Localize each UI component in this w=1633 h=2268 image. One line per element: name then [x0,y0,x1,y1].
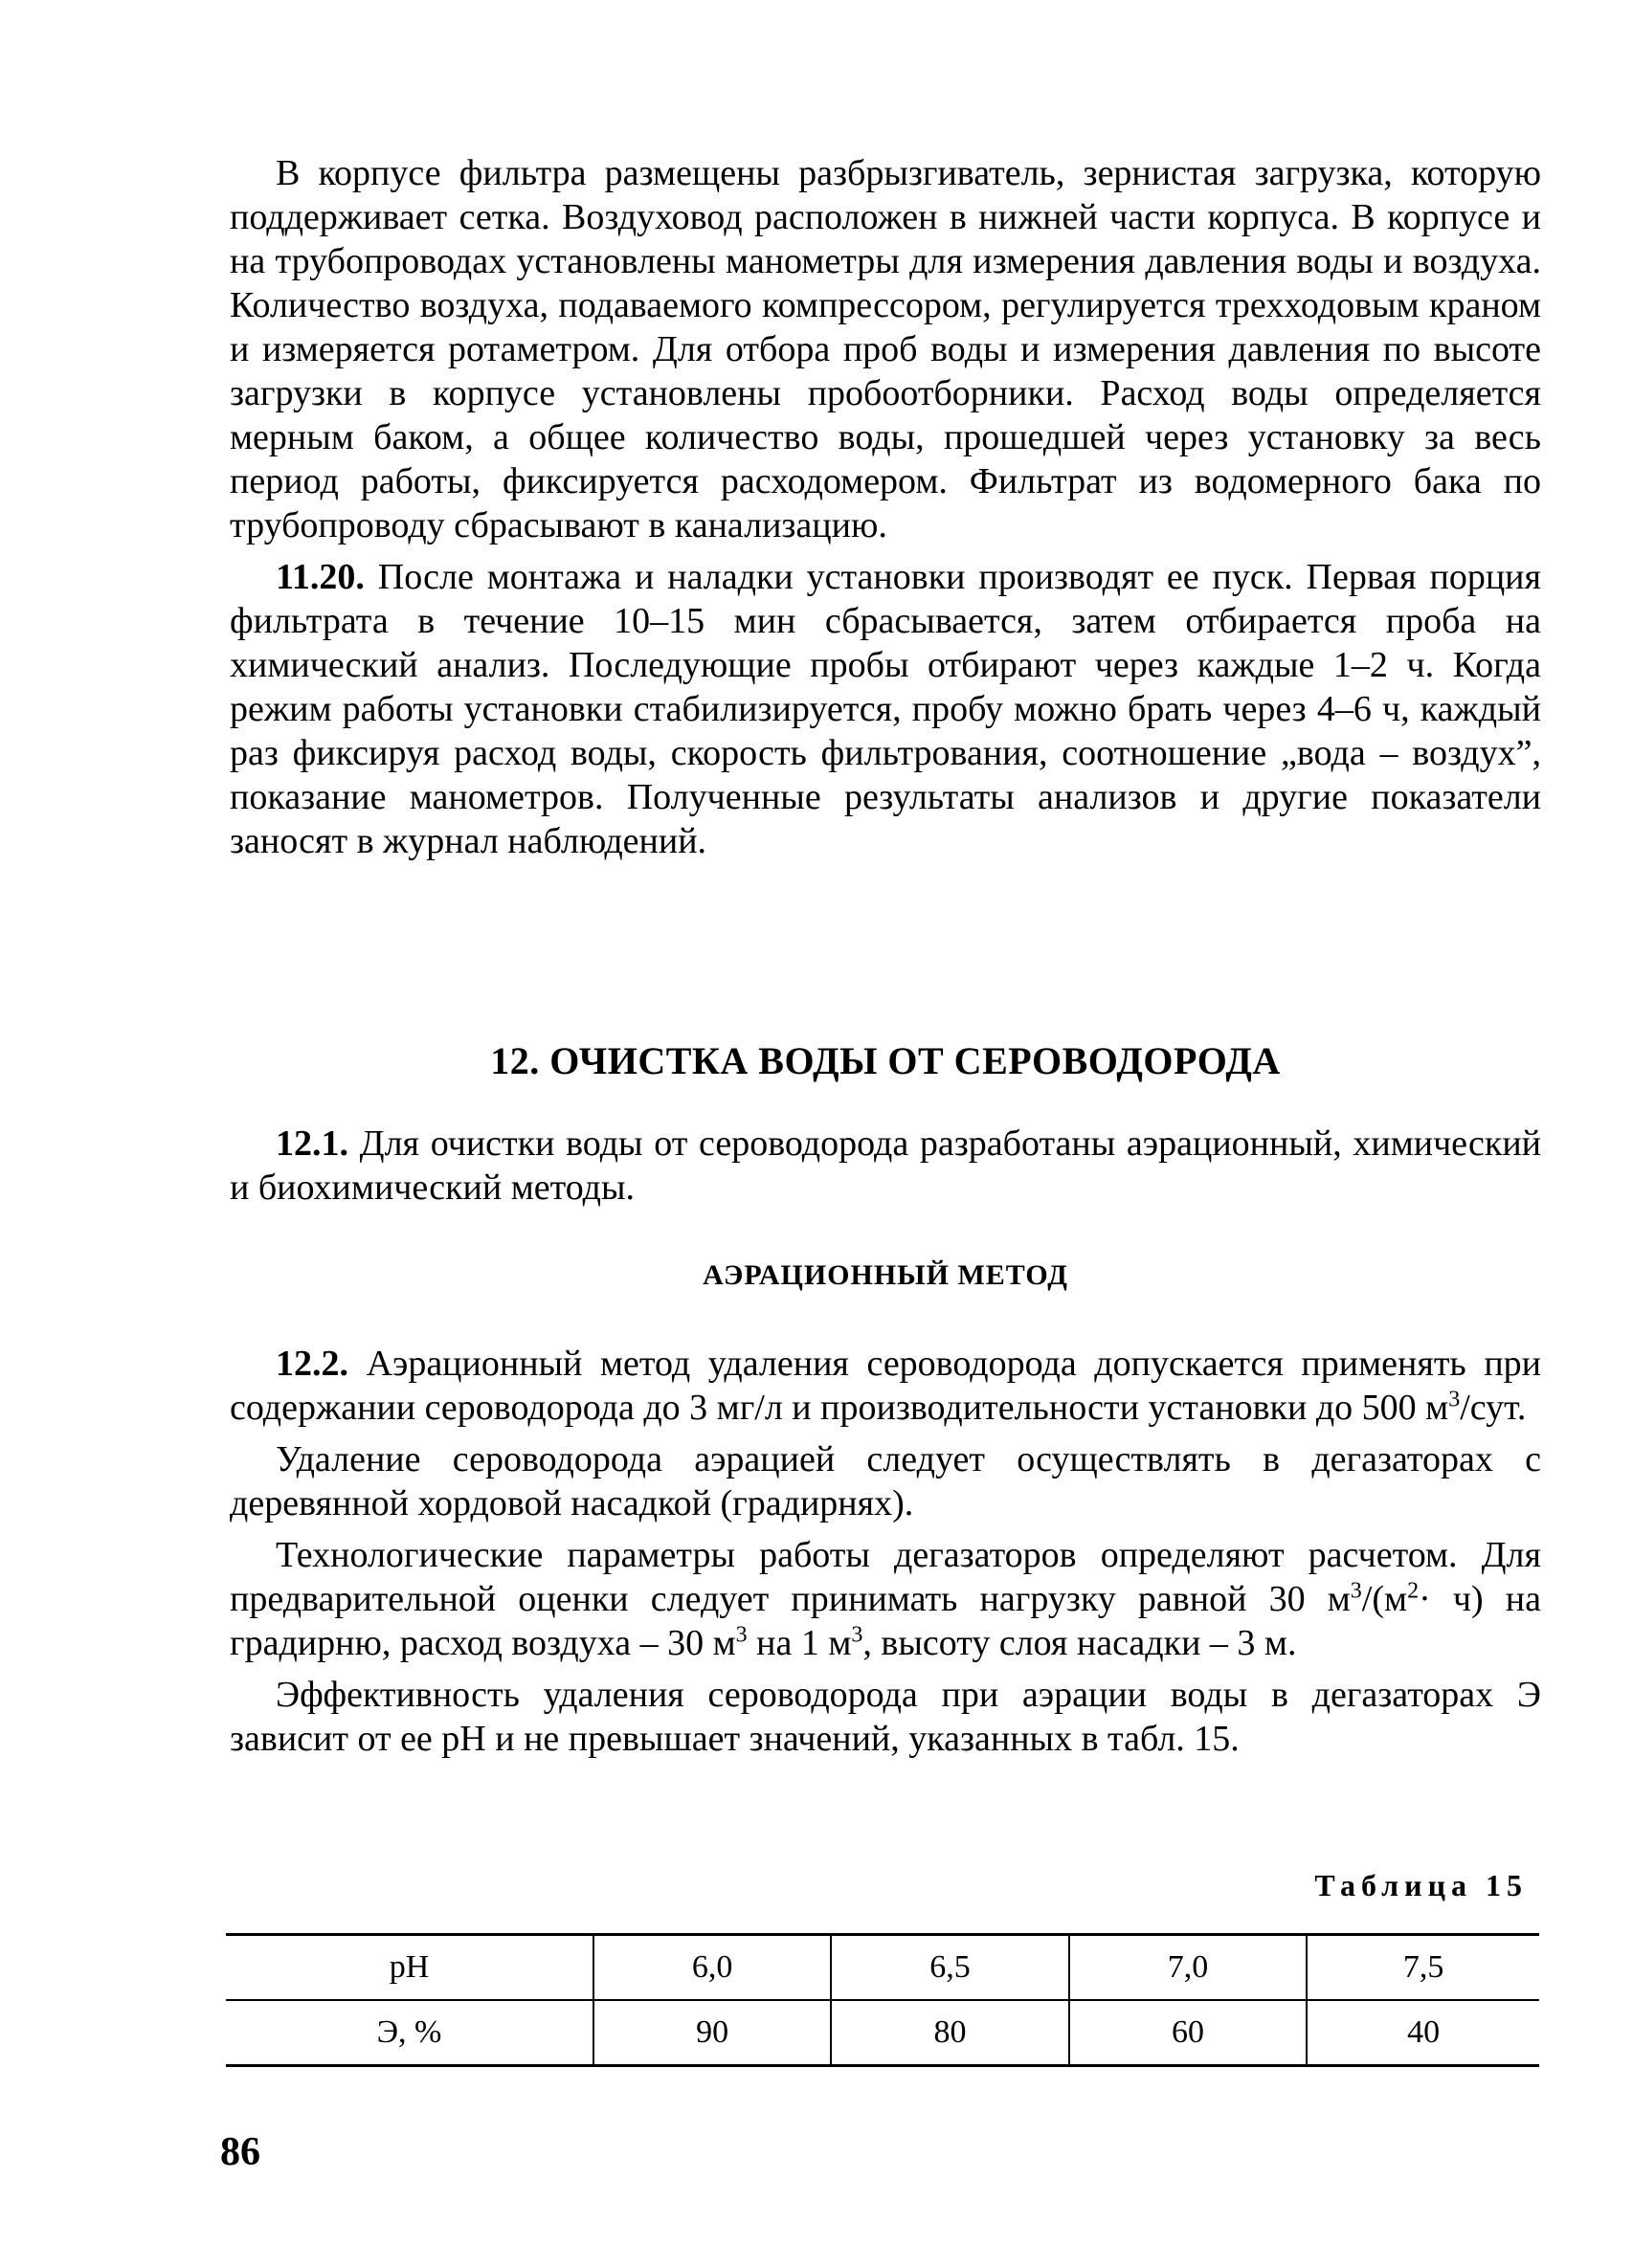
paragraph-12-2 [230,1342,1541,1430]
text-part: Технологические параметры работы дегазаторов определяют расчетом. Для предварительной оценки следует принимать нагрузку равной 30 м [230,1535,1541,1619]
table-cell: 7,5 [1307,1935,1539,2001]
table-cell: 80 [831,2000,1068,2066]
table-caption: Таблица 15 [1314,1868,1528,1902]
table-15 [226,1933,1539,2067]
paragraph-filter-housing: В корпусе фильтра размещены разбрызгиватель, зернистая загрузка, которую поддерживает сетка. Воздуховод расположен в нижней части корпуса. В корпусе и на трубопроводах установлены манометры для измерения давления воды и воздуха. Количество воздуха, подаваемого компрессором, регулируется трехходовым краном и измеряется ротаметром. Для отбора проб воды и измерения давления по высоте загрузки в корпусе установлены пробоотборники. Расход воды определяется мерным баком, а общее количество воды, прошедшей через установку за весь период работы, фиксируется расходомером. Фильтрат из водомерного бака по трубопроводу сбрасывают в канализацию. [230,153,1541,545]
clause-number: 12.1. [276,1123,348,1164]
paragraph-12-1 [230,1122,1541,1210]
superscript: 3 [1448,1387,1461,1412]
table-row [226,1935,1539,2001]
superscript: 3 [735,1622,748,1648]
table-cell: Э, % [226,2000,593,2066]
section-heading: 12. ОЧИСТКА ВОДЫ ОТ СЕРОВОДОРОДА [490,1039,1281,1082]
table-cell: pH [389,1949,430,1985]
text-part: , высоту слоя насадки – 3 м. [862,1623,1297,1663]
table-cell: 40 [1307,2000,1539,2066]
paragraph-removal: Удаление сероводорода аэрацией следует осуществлять в дегазаторах с деревянной хордовой насадкой (градирнях). [230,1439,1541,1523]
table-cell: 6,0 [593,1935,831,2001]
clause-number: 12.2. [276,1344,348,1384]
clause-text: Аэрационный метод удаления сероводорода допускается применять при содержании сероводорода до 3 мг/л и производительности установки до 500 м [230,1344,1541,1428]
method-subheading: АЭРАЦИОННЫЙ МЕТОД [703,1259,1068,1291]
clause-text: После монтажа и наладки установки производят ее пуск. Первая порция фильтрата в течение 10–15 мин сбрасывается, затем отбирается проба на химический анализ. Последующие пробы отбирают через каждые 1–2 ч. Когда режим работы установки стабилизируется, пробу можно брать через 4–6 ч, каждый раз фиксируя расход воды, скорость фильтрования, соотношение „вода – воздух”, показание манометров. Полученные результаты анализов и другие показатели заносят в журнал наблюдений. [230,557,1541,861]
superscript: 3 [1350,1578,1362,1604]
section-11-text [230,151,1541,871]
table-row [226,2000,1539,2066]
clause-text-end: /сут. [1460,1388,1527,1428]
clause-text: Для очистки воды от сероводорода разработаны аэрационный, химический и биохимический методы. [230,1123,1541,1208]
table-cell: 6,5 [831,1935,1068,2001]
table-cell: 90 [593,2000,831,2066]
aeration-method-text [230,1342,1541,1768]
paragraph-efficiency: Эффективность удаления сероводорода при аэрации воды в дегазаторах Э зависит от ее pH и не превышает значений, указанных в табл. 15. [230,1675,1541,1759]
superscript: 2 [1407,1578,1420,1604]
section-12-intro [230,1122,1541,1210]
paragraph-11-20 [230,555,1541,863]
paragraph-tech-params [230,1533,1541,1665]
page-number: 86 [220,2130,260,2174]
text-part: · ч) на градирню, расход воздуха – 30 м [230,1579,1542,1663]
text-part: на 1 м [747,1623,852,1663]
table-cell: 7,0 [1069,1935,1307,2001]
table-cell: 60 [1069,2000,1307,2066]
superscript: 3 [851,1622,863,1648]
clause-number: 11.20. [276,557,365,597]
text-part: /(м [1361,1579,1408,1619]
